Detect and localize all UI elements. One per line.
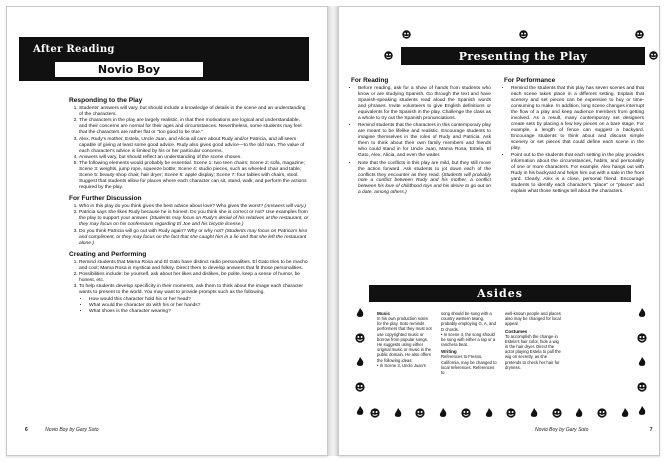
right-footer <box>535 427 653 433</box>
flame-icon <box>619 407 631 419</box>
left-content <box>69 97 309 319</box>
creating-heading: Creating and Performing <box>69 250 147 258</box>
reading-column <box>351 77 491 198</box>
aside-text: well-known people and places also may be changed for local appeal. <box>505 311 561 327</box>
asides-title: Asides <box>477 287 523 300</box>
aside-text: In his own production notes for the play, Soto reminds performers that they must not use copyrighted music or borrow from popular songs. He suggests using either original music or music in the public domain. He also offers the following ideas: <box>377 316 432 363</box>
aside-heading: Writing <box>441 349 457 355</box>
theater-mask-icon <box>369 407 381 419</box>
running-title: Novio Boy by Gary Soto <box>45 427 99 433</box>
list-item: • Remind the students that this play has seven scenes and that each scene takes place in a different setting. Explain that scenery and set pieces can be expensive to buy or time-consuming to make. In addition, long scene changes interrupt the flow of a play and keep audience members from getting involved. As a result, many contemporary set designers create sets by placing a few key pieces on a bare stage. For example, a length of fence can suggest a backyard. Encourage students to think about and discuss simple scenery or set pieces that could define each scene in the play. <box>511 86 644 151</box>
flame-icon <box>437 407 449 419</box>
theater-mask-icon <box>505 407 517 419</box>
list-item: 2. Possibilities include: be yourself, ask about her likes and dislikes, be polite, keep a sense of humor, be honest, etc. <box>79 272 309 284</box>
answer-text: (Students may focus on Rudy's denial of his relatives at the restaurant, or they may focus on his confessions regarding El Joe and his bicycle license.) <box>79 216 309 228</box>
flame-icon <box>573 407 585 419</box>
play-title: Novio Boy <box>53 60 205 79</box>
item-note: (Students will probably note a conflict between Rudy and his mother, a conflict between his love of childhood toys and his desire to go out on a date, among others.) <box>358 172 491 196</box>
aside-bullet: • In scene 4, the song should be sung with either a rap or a ranchera beat. <box>441 331 496 348</box>
question-text: Do you think Patricia will go out with Rudy again? Why or why not? <box>79 228 224 234</box>
performance-column <box>504 77 644 196</box>
running-title: Novio Boy by Gary Soto <box>535 427 589 433</box>
theater-mask-icon <box>383 50 394 61</box>
theater-mask-icon <box>636 381 648 393</box>
list-item: 2. The characters in the play are largely realistic, in that their motivations are logical and understandable, and their concerns are normal for their ages and circumstances. Nevertheless, some students may feel that the characters are rather flat or "too good to be true." <box>79 118 309 136</box>
item-text: Note that the conflicts in this play are mild, but they still move the action forward. Ask students to jot down each of the conflicts they encounter as they read. <box>358 160 491 178</box>
section-label: After Reading <box>33 44 115 55</box>
page-number: 7 <box>649 427 653 433</box>
theater-mask-icon <box>460 407 472 419</box>
flame-icon <box>636 307 648 319</box>
theater-mask-icon <box>354 381 366 393</box>
theater-mask-icon <box>551 407 563 419</box>
flame-icon <box>636 356 648 368</box>
aside-text: song should be sung with a country western twang, probably employing G, A, and D chords. <box>441 311 496 332</box>
flame-icon <box>354 356 366 368</box>
reading-list <box>358 86 491 196</box>
right-page <box>338 6 660 456</box>
answer-text: (Students may focus on Patricia's kiss and compliment, or they may focus on the fact that she caught him in a lie and that she left the restaurant alone.) <box>79 228 308 246</box>
book-gutter <box>328 6 338 456</box>
book-spread <box>6 6 662 458</box>
prompt-item: • What would the character do with his or her hands? <box>89 303 309 309</box>
flame-icon <box>483 407 495 419</box>
aside-column-2 <box>441 311 497 375</box>
list-item <box>358 161 491 197</box>
theater-mask-icon <box>636 332 648 344</box>
prompt-item: • How would this character hold his or her head? <box>89 297 309 303</box>
list-item: • Before reading, ask for a show of hands from students who know or are studying Spanish. Go through the text and have Spanish-speaking students read aloud the Spanish words and phrases. Invite volunteers to give English definitions or equivalents for the Spanish in the play. Challenge the class as a whole to try out the Spanish pronunciations. <box>358 86 491 122</box>
list-item: • Remind students that the characters in this contemporary play are meant to be lifelike and realistic. Encourage students to imagine themselves in the roles of Rudy and Patricia. Ask them to think about their own family members and friends who could stand in for Uncle Juan, Mama Rosa, Estela, El Gato, Alex, Alicia, and even the waiter. <box>358 123 491 159</box>
question-text: Who in this play do you think gives the best advice about love? Who gives the worst? <box>79 204 264 210</box>
page-number: 6 <box>25 427 28 433</box>
list-item: 5. The following elements would probably be essential. Scene 1: two teen chairs; Scene 2: sofa, magazine; Scene 3: weights, jump rope, squeeze bottle; Scene 4: studio pieces, such as wheeled chair and table; Scene 5: beauty-shop chair, hair dryer; Scene 6: apple display; Scene 7: four tables with chairs, stool. Suggest that students allow for places where each character can sit, stand, walk, and perform the actions required by the play. <box>79 161 309 191</box>
list-item <box>79 284 309 315</box>
performance-list <box>511 86 644 195</box>
bottom-icon-row <box>369 407 631 419</box>
top-icon-row <box>401 29 645 40</box>
question-text: Patricia says she likes Rudy because he is honest. Do you think she is correct or not? Use examples from the play to support your answer. <box>79 210 308 222</box>
right-icon-column <box>635 307 649 417</box>
theater-mask-icon <box>648 50 659 61</box>
list-item: 4. Answers will vary, but should reflect an understanding of the scene chosen. <box>79 155 309 161</box>
responding-heading: Responding to the Play <box>69 97 143 104</box>
theater-mask-icon <box>518 29 529 40</box>
item-text: To help students develop specificity in their moments, ask them to think about the image each character wants to present to the world. You may want to provide prompts such as the following. <box>79 284 304 296</box>
prompt-list <box>89 297 309 316</box>
flame-icon <box>354 405 366 417</box>
list-item <box>79 229 309 247</box>
flame-icon <box>528 407 540 419</box>
creating-list <box>79 260 309 316</box>
aside-text: To accomplish the change in Estela's hair color, hide a wig in the hair dryer. Direct the actor playing Estela to pull the wig on secretly, as she pretends to check her hair for dryness. <box>505 333 561 370</box>
list-item: 3. Alex, Rudy's mother, Estela, Uncle Juan, and Alicia all care about Rudy and/or Patricia, and all seem capable of giving at least some good advice. Rudy also gives good advice—to the old man. The value of each character's advice is limited by his or her particular concerns. <box>79 137 309 155</box>
left-footer <box>25 427 99 433</box>
aside-column-1 <box>377 311 433 368</box>
aside-heading: Costumes <box>505 328 528 334</box>
aside-heading: Music <box>377 311 391 316</box>
after-reading-header <box>19 37 309 83</box>
aside-column-3 <box>505 311 561 370</box>
answer-text: (Answers will vary.) <box>264 204 307 210</box>
theater-mask-icon <box>401 29 412 40</box>
performance-heading: For Performance <box>504 77 556 84</box>
presenting-header <box>401 47 645 65</box>
discussion-list <box>79 204 309 247</box>
theater-mask-icon <box>596 407 608 419</box>
flame-icon <box>392 407 404 419</box>
section-title: Presenting the Play <box>458 49 588 63</box>
responding-list <box>79 106 309 191</box>
theater-mask-icon <box>634 29 645 40</box>
left-icon-column <box>353 307 367 417</box>
theater-mask-icon <box>354 332 366 344</box>
left-page <box>6 6 328 456</box>
list-item <box>79 210 309 228</box>
discussion-heading: For Further Discussion <box>69 195 142 203</box>
prompt-item: • What shoes is the character wearing? <box>89 309 309 315</box>
aside-bullet-text: In Scene 3, Uncle Juan's <box>379 362 426 368</box>
aside-text: References to Fresno, California, may be changed to local references. References to <box>441 354 497 376</box>
list-item: • Point out to the students that each setting in the play provides information about the circumstances, habits, and personality of one or more characters. For example, Alex hangs out with Rudy in his backyard and helps him out with a sale in the front yard. Clearly, Alex is a close, personal friend. Encourage students to identify each character's "place" or "places" and explain what those settings tell about the characters. <box>511 153 644 195</box>
aside-bullet: • In Scene 3, Uncle Juan's <box>377 362 426 368</box>
flame-icon <box>636 405 648 417</box>
aside-bullet-text: In scene 4, the song should be sung with either a rap or a ranchera beat. <box>441 331 496 348</box>
asides-header <box>369 285 631 302</box>
list-item: 1. Remind students that Mama Rosa and El Gato have distinct radio personalities. El Gato tries to be macho and cool; Mama Rosa is mystical and folksy. Direct them to develop answers that fit those personalities. <box>79 260 309 272</box>
theater-mask-icon <box>414 407 426 419</box>
flame-icon <box>354 307 366 319</box>
reading-heading: For Reading <box>351 77 389 84</box>
list-item: 1. Students' answers will vary, but should include a knowledge of details in the scene and an understanding of the characters. <box>79 106 309 118</box>
